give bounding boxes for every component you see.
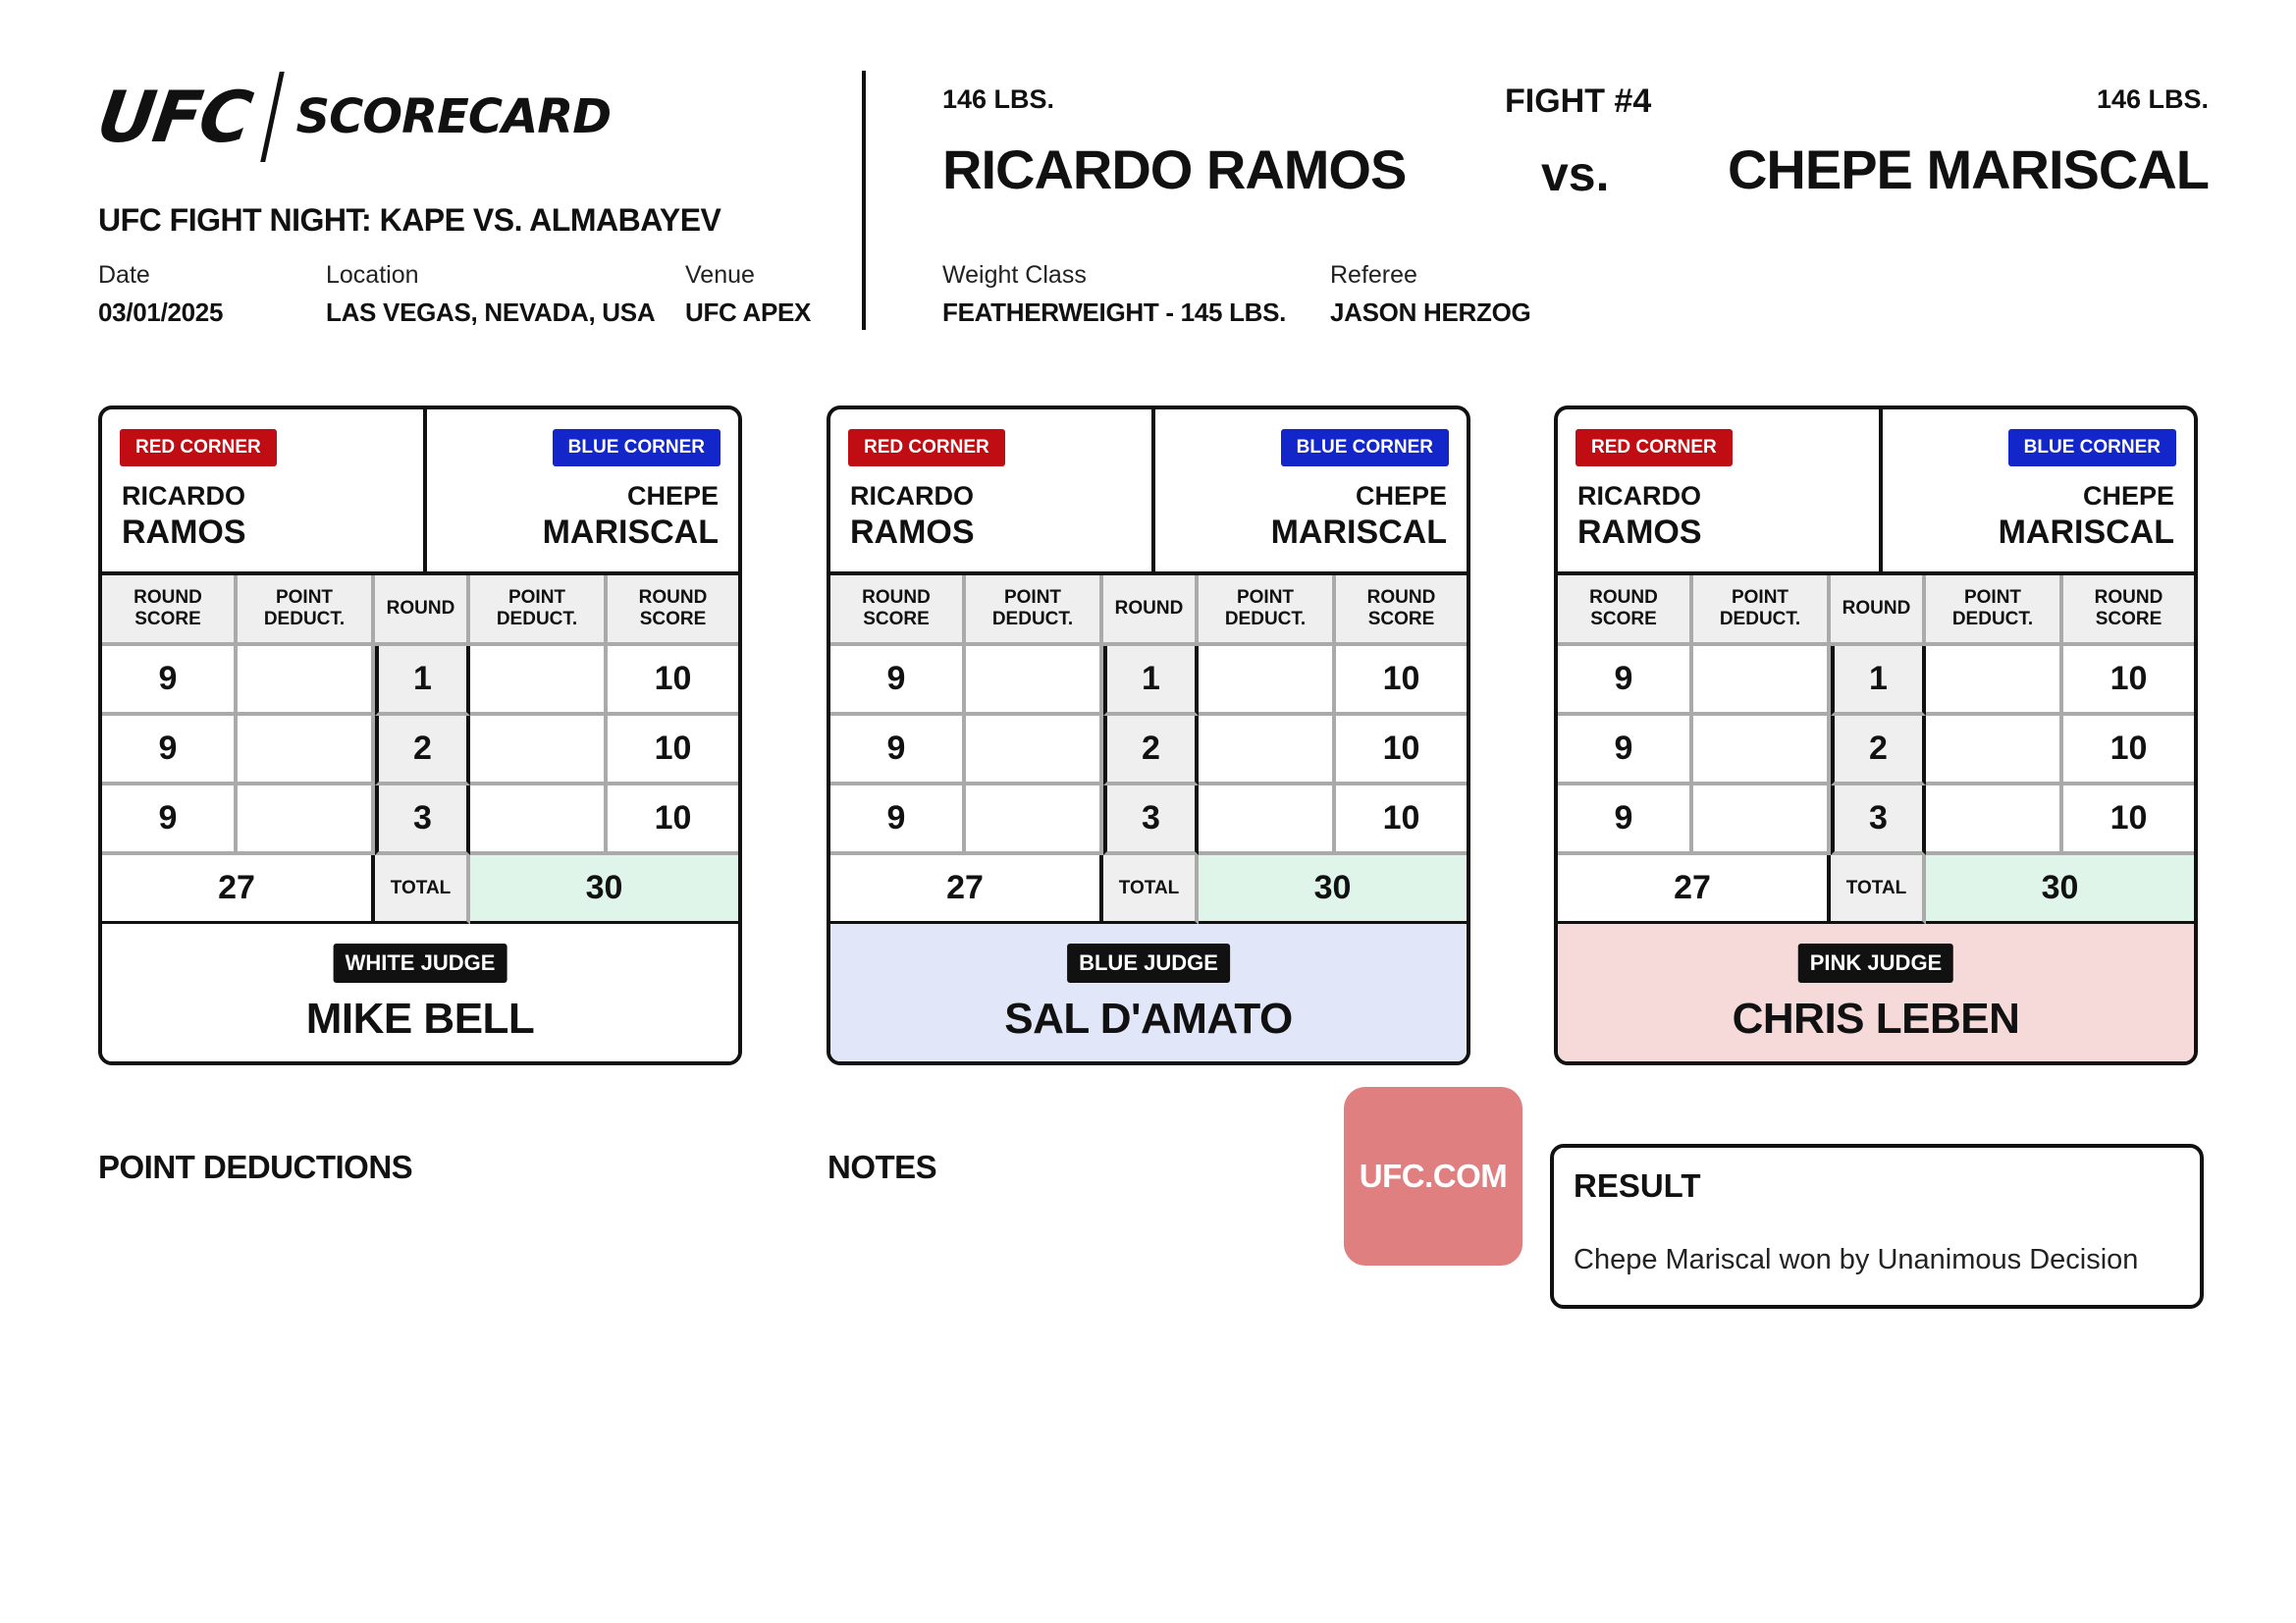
round-number: 1: [1103, 646, 1199, 716]
red-point-deduct: [238, 785, 375, 855]
point-deductions-title: POINT DEDUCTIONS: [98, 1149, 413, 1185]
event-title: UFC FIGHT NIGHT: KAPE VS. ALMABAYEV: [98, 202, 721, 238]
total-row: [830, 855, 1467, 925]
total-label: TOTAL: [375, 855, 470, 925]
red-round-score: 9: [1558, 785, 1693, 855]
score-header-row: [102, 575, 738, 646]
watermark-text: UFC.COM: [1359, 1158, 1508, 1194]
blue-round-score: 10: [1336, 716, 1467, 785]
red-point-deduct: [1693, 716, 1831, 785]
card-fighters: [102, 409, 738, 575]
blue-point-deduct: [1926, 716, 2063, 785]
red-first-name: RICARDO: [850, 481, 974, 511]
blue-first-name: CHEPE: [1355, 481, 1447, 511]
ufc-com-watermark: [1344, 1087, 1522, 1266]
blue-round-score-header: ROUND SCORE: [1336, 575, 1467, 646]
blue-point-deduct: [470, 646, 608, 716]
total-row: [102, 855, 738, 925]
red-round-score-header: ROUND SCORE: [1558, 575, 1693, 646]
red-corner-badge: RED CORNER: [848, 429, 1005, 466]
blue-round-score: 10: [608, 716, 738, 785]
logo-scorecard-text: SCORECARD: [295, 89, 612, 144]
round-number: 3: [375, 785, 470, 855]
red-corner-badge: RED CORNER: [120, 429, 277, 466]
blue-total: 30: [1199, 855, 1467, 925]
blue-first-name: CHEPE: [626, 481, 719, 511]
logo-slash: [260, 72, 285, 162]
judge-card: [827, 406, 1470, 1065]
red-round-score-header: ROUND SCORE: [830, 575, 966, 646]
round-row: [830, 716, 1467, 785]
blue-total: 30: [1926, 855, 2194, 925]
judge-badge: PINK JUDGE: [1798, 944, 1953, 983]
blue-point-deduct-header: POINT DEDUCT.: [470, 575, 608, 646]
red-first-name: RICARDO: [1577, 481, 1701, 511]
round-number: 3: [1103, 785, 1199, 855]
venue-value: UFC APEX: [685, 298, 812, 327]
round-number: 1: [375, 646, 470, 716]
blue-point-deduct-header: POINT DEDUCT.: [1199, 575, 1336, 646]
round-header: ROUND: [1103, 575, 1199, 646]
blue-last-name: MARISCAL: [1270, 514, 1447, 551]
red-total: 27: [102, 855, 375, 925]
location-label: Location: [326, 261, 419, 289]
venue-label: Venue: [685, 261, 755, 289]
red-last-name: RAMOS: [1577, 514, 1702, 551]
card-fighters: [830, 409, 1467, 575]
red-point-deduct: [966, 716, 1103, 785]
total-label: TOTAL: [1103, 855, 1199, 925]
fight-number: FIGHT #4: [1505, 82, 1652, 120]
red-round-score: 9: [830, 646, 966, 716]
blue-total: 30: [470, 855, 738, 925]
red-round-score: 9: [1558, 646, 1693, 716]
round-number: 1: [1831, 646, 1926, 716]
notes-title: NOTES: [828, 1149, 937, 1185]
round-row: [102, 785, 738, 855]
result-title: RESULT: [1574, 1167, 1701, 1204]
judge-panel: [1558, 924, 2194, 1065]
blue-round-score: 10: [1336, 646, 1467, 716]
blue-corner-badge: BLUE CORNER: [2008, 429, 2176, 466]
judge-panel: [830, 924, 1467, 1065]
round-header: ROUND: [1831, 575, 1926, 646]
judge-card: [98, 406, 742, 1065]
blue-corner-badge: BLUE CORNER: [1281, 429, 1449, 466]
blue-point-deduct: [1926, 646, 2063, 716]
blue-round-score: 10: [1336, 785, 1467, 855]
red-total: 27: [830, 855, 1103, 925]
blue-round-score: 10: [2063, 785, 2194, 855]
blue-point-deduct: [470, 716, 608, 785]
blue-round-score: 10: [2063, 646, 2194, 716]
score-header-row: [830, 575, 1467, 646]
score-header-row: [1558, 575, 2194, 646]
blue-fighter-name: CHEPE MARISCAL: [1727, 138, 2209, 200]
red-first-name: RICARDO: [122, 481, 245, 511]
red-round-score-header: ROUND SCORE: [102, 575, 238, 646]
blue-round-score: 10: [608, 646, 738, 716]
judge-name: MIKE BELL: [305, 995, 535, 1043]
logo-ufc-text: UFC: [92, 76, 256, 158]
ufc-logo: [92, 73, 612, 161]
blue-round-score-header: ROUND SCORE: [608, 575, 738, 646]
round-row: [1558, 716, 2194, 785]
judge-name: CHRIS LEBEN: [1732, 995, 2020, 1043]
red-weight: 146 LBS.: [942, 84, 1055, 114]
total-label: TOTAL: [1831, 855, 1926, 925]
red-fighter-name: RICARDO RAMOS: [942, 138, 1407, 200]
blue-last-name: MARISCAL: [542, 514, 719, 551]
weight-class-label: Weight Class: [942, 261, 1087, 289]
red-round-score: 9: [102, 716, 238, 785]
round-row: [1558, 646, 2194, 716]
vs-text: vs.: [1541, 146, 1610, 201]
weight-class-value: FEATHERWEIGHT - 145 LBS.: [942, 298, 1287, 327]
round-row: [102, 716, 738, 785]
blue-corner-badge: BLUE CORNER: [553, 429, 721, 466]
round-number: 2: [1103, 716, 1199, 785]
red-point-deduct-header: POINT DEDUCT.: [1693, 575, 1831, 646]
blue-point-deduct: [1199, 646, 1336, 716]
result-text: Chepe Mariscal won by Unanimous Decision: [1574, 1244, 2139, 1275]
round-number: 2: [375, 716, 470, 785]
round-number: 3: [1831, 785, 1926, 855]
red-round-score: 9: [830, 716, 966, 785]
blue-point-deduct: [1199, 716, 1336, 785]
date-label: Date: [98, 261, 150, 289]
blue-weight: 146 LBS.: [2096, 84, 2209, 114]
round-row: [102, 646, 738, 716]
red-point-deduct: [966, 785, 1103, 855]
red-point-deduct: [966, 646, 1103, 716]
red-round-score: 9: [830, 785, 966, 855]
referee-value: JASON HERZOG: [1330, 298, 1531, 327]
red-corner-badge: RED CORNER: [1575, 429, 1733, 466]
card-fighters-divider: [1151, 409, 1155, 571]
card-fighters: [1558, 409, 2194, 575]
blue-last-name: MARISCAL: [1998, 514, 2174, 551]
blue-point-deduct: [1926, 785, 2063, 855]
round-number: 2: [1831, 716, 1926, 785]
red-round-score: 9: [102, 646, 238, 716]
red-point-deduct: [238, 646, 375, 716]
result-box: [1550, 1144, 2204, 1309]
red-point-deduct: [1693, 646, 1831, 716]
card-fighters-divider: [423, 409, 427, 571]
round-row: [830, 646, 1467, 716]
blue-round-score-header: ROUND SCORE: [2063, 575, 2194, 646]
date-value: 03/01/2025: [98, 298, 224, 327]
blue-round-score: 10: [2063, 716, 2194, 785]
blue-first-name: CHEPE: [2082, 481, 2174, 511]
blue-point-deduct: [1199, 785, 1336, 855]
round-row: [1558, 785, 2194, 855]
header-divider: [862, 71, 866, 330]
red-round-score: 9: [102, 785, 238, 855]
total-row: [1558, 855, 2194, 925]
red-total: 27: [1558, 855, 1831, 925]
red-round-score: 9: [1558, 716, 1693, 785]
red-point-deduct-header: POINT DEDUCT.: [238, 575, 375, 646]
red-last-name: RAMOS: [850, 514, 975, 551]
referee-label: Referee: [1330, 261, 1417, 289]
red-point-deduct-header: POINT DEDUCT.: [966, 575, 1103, 646]
blue-point-deduct: [470, 785, 608, 855]
blue-point-deduct-header: POINT DEDUCT.: [1926, 575, 2063, 646]
blue-round-score: 10: [608, 785, 738, 855]
red-point-deduct: [1693, 785, 1831, 855]
round-header: ROUND: [375, 575, 470, 646]
location-value: LAS VEGAS, NEVADA, USA: [326, 298, 656, 327]
card-fighters-divider: [1879, 409, 1883, 571]
judge-card: [1554, 406, 2198, 1065]
red-last-name: RAMOS: [122, 514, 246, 551]
judge-badge: WHITE JUDGE: [334, 944, 507, 983]
judge-name: SAL D'AMATO: [1004, 995, 1293, 1043]
judge-badge: BLUE JUDGE: [1067, 944, 1230, 983]
round-row: [830, 785, 1467, 855]
red-point-deduct: [238, 716, 375, 785]
judge-panel: [102, 924, 738, 1065]
